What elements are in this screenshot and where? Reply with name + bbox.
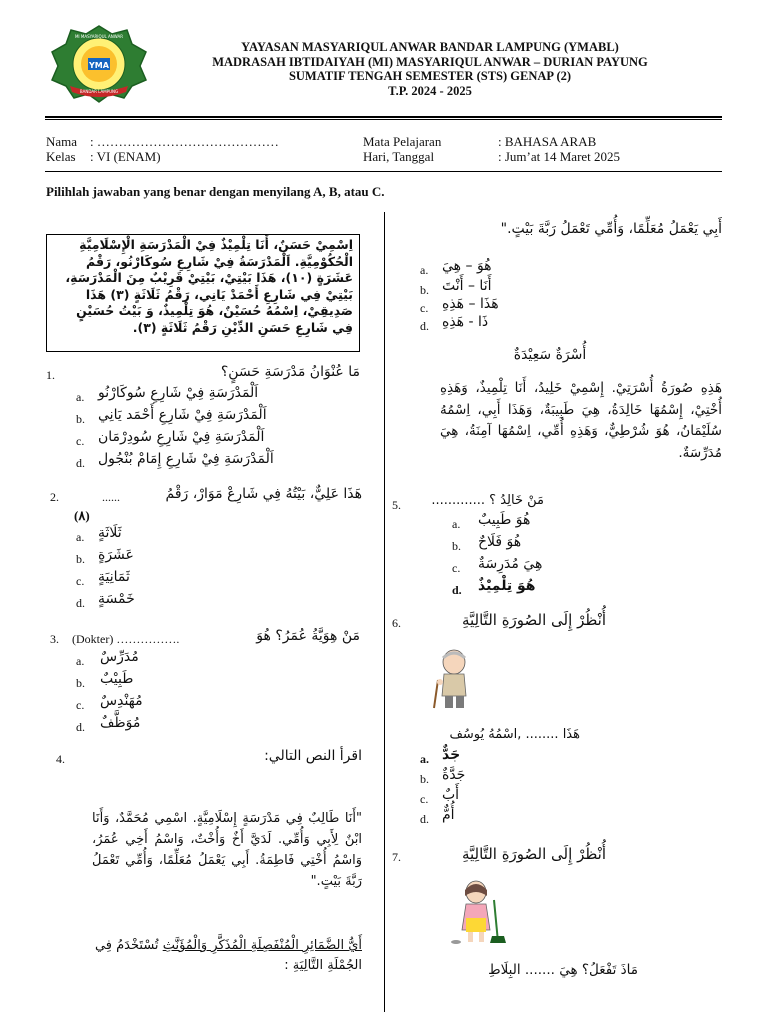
q6-text: أُنْظُرْ إِلَى الصُورَةِ التَّالِيَّةِ — [461, 611, 606, 629]
woman-sweeping-image — [448, 880, 512, 944]
q5-option-a[interactable]: هُوَ طَبِيبٌ — [478, 512, 531, 528]
hari-label: Hari, Tanggal — [363, 149, 435, 164]
q4-option-c-letter[interactable]: c. — [420, 301, 429, 315]
q3-number: 3. — [50, 632, 59, 646]
q2-option-b-letter[interactable]: b. — [76, 552, 85, 566]
q2-number-tail: (٨) — [74, 508, 90, 523]
q5-option-b[interactable]: هُوَ فَلَاحٌ — [478, 534, 522, 550]
nama-field[interactable]: : …………………………………… — [90, 134, 279, 149]
q3-option-b-letter[interactable]: b. — [76, 676, 85, 690]
q3-option-d-letter[interactable]: d. — [76, 720, 85, 734]
mapel-label: Mata Pelajaran — [363, 134, 442, 149]
header-line1: YAYASAN MASYARIQUL ANWAR BANDAR LAMPUNG (YMABL) — [241, 40, 619, 54]
q2-option-d[interactable]: خَمْسَةٍ — [98, 591, 135, 607]
q3-option-c[interactable]: مُهَنْدِسٌ — [100, 693, 143, 709]
q1-option-d[interactable]: اَلْمَدْرَسَةِ فِيْ شَارِعِ إِمَامْ بُنْجُول — [98, 451, 274, 467]
header-line4: T.P. 2024 - 2025 — [388, 83, 472, 98]
hari-value: : Jum’at 14 Maret 2025 — [498, 149, 621, 164]
q6-option-c[interactable]: أَبٌ — [442, 787, 460, 803]
q7-number: 7. — [392, 850, 401, 864]
q5-number: 5. — [392, 498, 401, 512]
q7-text: أُنْظُرْ إِلَى الصُورَةِ التَّالِيَّةِ — [461, 845, 606, 863]
q2-text: هَذَا عَلِيٌّ، بَيْتُهُ فِي شَارِعْ مَوَارْ، رَقْمُ — [165, 486, 362, 502]
q3-option-d[interactable]: مُوَظَّفٌ — [100, 715, 141, 731]
school-header — [160, 40, 700, 98]
q5-option-d-letter[interactable]: d. — [452, 583, 462, 597]
q5-option-a-letter[interactable]: a. — [452, 517, 461, 531]
kelas-label: Kelas — [46, 149, 76, 164]
q2-option-d-letter[interactable]: d. — [76, 596, 85, 610]
q1-option-a[interactable]: اَلْمَدْرَسَةِ فِيْ شَارِعِ سُوكَارْنُو — [98, 385, 259, 401]
q5-text: مَنْ خَالِدُ ؟ ............. — [431, 493, 544, 508]
q4-option-d-letter[interactable]: d. — [420, 319, 429, 333]
q1-option-b-letter[interactable]: b. — [76, 412, 85, 426]
q3-option-a[interactable]: مُدَرِّسٌ — [100, 649, 139, 665]
q4-option-b[interactable]: أَنَا – أَنْتَ — [442, 278, 492, 294]
q6-option-d-letter[interactable]: d. — [420, 812, 429, 826]
q3-option-a-letter[interactable]: a. — [76, 654, 85, 668]
q5-option-b-letter[interactable]: b. — [452, 539, 461, 553]
q3-text: مَنْ هِوَيَّةُ عُمَرُ؟ هُوَ — [256, 628, 360, 644]
q6-option-d[interactable]: أُمٌّ — [442, 807, 455, 823]
column-divider — [384, 212, 385, 1012]
q3-option-c-letter[interactable]: c. — [76, 698, 85, 712]
q6-option-a-letter[interactable]: a. — [420, 752, 429, 766]
q4-passage: "أَنَا طَالِبٌ فِي مَدْرَسَةٍ إِسْلَامِيَّةٍ. اسْمِي مُحَمَّدٌ، وَأَنَا ابْنٌ لِأَبِي وَأُمِّي. لَدَيَّ أَخٌ وَأُخْتٌ، وَاسْمُ أَخِي عُمَرُ، وَاسْمُ أُخْتِي فَاطِمَةُ. أَبِي يَعْمَلُ مُعَلِّمًا، وَأُمِّي تَعْمَلُ رَبَّةَ بَيْتٍ." — [92, 811, 362, 889]
info-rule — [45, 171, 722, 172]
q2-number: 2. — [50, 490, 59, 504]
q6-option-b[interactable]: جَدَّةٌ — [442, 767, 466, 783]
q5-option-d[interactable]: هُوَ تِلْمِيْذٌ — [478, 578, 536, 594]
q1-option-d-letter[interactable]: d. — [76, 456, 85, 470]
q3-latin: (Dokter) ……………. — [72, 632, 180, 646]
q5-option-c-letter[interactable]: c. — [452, 561, 461, 575]
q6-line: هَذَا ........ ,اسْمُهُ يُوسُف — [449, 727, 580, 742]
q1-text: مَا عُنْوَانُ مَدْرَسَةِ حَسَنٍ؟ — [220, 364, 360, 380]
mapel-value: : BAHASA ARAB — [498, 134, 597, 149]
instruction: Pilihlah jawaban yang benar dengan menyilang A, B, atau C. — [46, 184, 385, 199]
q1-option-c[interactable]: اَلْمَدْرَسَةِ فِيْ شَارِعِ سُودِرْمَان — [98, 429, 265, 445]
header-rule-thin — [45, 119, 722, 120]
q4-question — [92, 936, 362, 976]
q4-question-underlined: أَيُّ الضَّمَائِرِ الْمُنْفَصِلَةِ الْمُذَكَّرِ وَالْمُؤَنَّثِ — [162, 938, 362, 953]
q2-option-a[interactable]: ثَلَاثَةٍ — [98, 525, 122, 541]
reading-box: اِسْمِيْ حَسَنٌ، أَنَا تِلْمِيْذٌ فِيْ الْمَدْرَسَةِ الْإِسْلَامِيَّةِ الْحُكُوْمِيَّةِ. اَلْمَدْرَسَةُ فِيْ شَارِعِ سُوكَارْنُو، رَقْمُ عَشَرَةٍ (١٠)، هَذَا بَيْتِيْ، بَيْتِيْ قَرِيْبٌ مِنَ الْمَدْرَسَةِ، بَيْتِيْ فِي شَارِعِ أَحْمَدْ يَانِي، رَقْمُ ثَلَاثَةٍ (٣) هَذَا صَدِيقِيْ، اِسْمُهُ حُسَيْنٌ، هُوَ تِلْمِيذٌ، وَ بَيْتُ حُسَيْنٍ فِي شَارِعِ حَسَنِ الدِّيْنِ رَقْمُ ثَلَاثَةٍ (٣). — [46, 234, 360, 352]
q2-option-c-letter[interactable]: c. — [76, 574, 85, 588]
story-title: أُسْرَةٌ سَعِيْدَةٌ — [513, 347, 587, 363]
logo-ribbon: BANDAR LAMPUNG — [79, 89, 119, 94]
header-line3: SUMATIF TENGAH SEMESTER (STS) GENAP (2) — [288, 69, 572, 83]
q6-number: 6. — [392, 616, 401, 630]
q4-quote-text: أَبِي يَعْمَلُ مُعَلِّمًا، وَأُمِّي تَعْمَلُ رَبَّةَ بَيْتٍ." — [500, 221, 722, 237]
kelas-value: : VI (ENAM) — [90, 149, 161, 164]
q4-question-rest: تُسْتَخْدَمُ فِي الجُمْلَةِ التَّالِيَةِ : — [94, 938, 362, 973]
q4-quote — [440, 218, 722, 240]
q1-option-c-letter[interactable]: c. — [76, 434, 85, 448]
q2-option-a-letter[interactable]: a. — [76, 530, 85, 544]
grandfather-image — [430, 648, 494, 710]
q3-option-b[interactable]: طَبِيْبٌ — [100, 671, 134, 687]
q4-prompt: اقرأ النص التالي: — [264, 748, 362, 764]
school-logo — [40, 22, 158, 106]
q2-option-b[interactable]: عَشَرَةٍ — [98, 547, 134, 563]
q6-option-c-letter[interactable]: c. — [420, 792, 429, 806]
q4-option-c[interactable]: هَذَا – هَذِهِ — [442, 296, 499, 312]
q6-option-a[interactable]: جَدٌّ — [442, 747, 461, 763]
q6-option-b-letter[interactable]: b. — [420, 772, 429, 786]
q1-option-b[interactable]: اَلْمَدْرَسَةِ فِيْ شَارِعِ أَحْمَد يَانِي — [98, 407, 267, 423]
logo-badge: YMA — [89, 61, 109, 70]
q4-option-d[interactable]: ذَا - هَذِهِ — [442, 314, 489, 330]
header-line2: MADRASAH IBTIDAIYAH (MI) MASYARIQUL ANWAR – DURIAN PAYUNG — [212, 54, 648, 69]
header-rule — [45, 116, 722, 118]
q7-line: مَاذَ تَفْعَلُ؟ هِيَ ....... البِلَاطِ — [488, 962, 638, 978]
logo-text: MI MASYARIQUL ANWAR — [74, 34, 124, 39]
q2-option-c[interactable]: ثَمَانِيَةٍ — [98, 569, 130, 585]
q5-option-c[interactable]: هِيَ مُدَرِسَةٌ — [478, 556, 543, 572]
q2-dots: ...... — [102, 490, 120, 504]
nama-label: Nama — [46, 134, 78, 149]
story-text: هَذِهِ صُورَةُ أُسْرَتِيْ. إِسْمِيْ خَلِيدُ، أَنَا تِلْمِيذٌ، وَهَذِهِ أُخْتِيْ، إِسْمُهَا خَالِدَةُ، هِيَ طَبِيبَةٌ، وَهَذَا أَبِي، اِسْمُهُ سُلَيْمَانُ، هُوَ شُرْطِيٌّ، وَهَذِهِ أُمِّي، اِسْمُهَا آمِنَةُ، هِيَ مُدَرِّسَةٌ. — [440, 380, 722, 461]
q1-option-a-letter[interactable]: a. — [76, 390, 85, 404]
q4-number: 4. — [56, 752, 65, 766]
q4-option-a-letter[interactable]: a. — [420, 263, 429, 277]
q4-option-a[interactable]: هُوَ – هِيَ — [442, 258, 492, 274]
q1-number: 1. — [46, 368, 55, 382]
q4-option-b-letter[interactable]: b. — [420, 283, 429, 297]
